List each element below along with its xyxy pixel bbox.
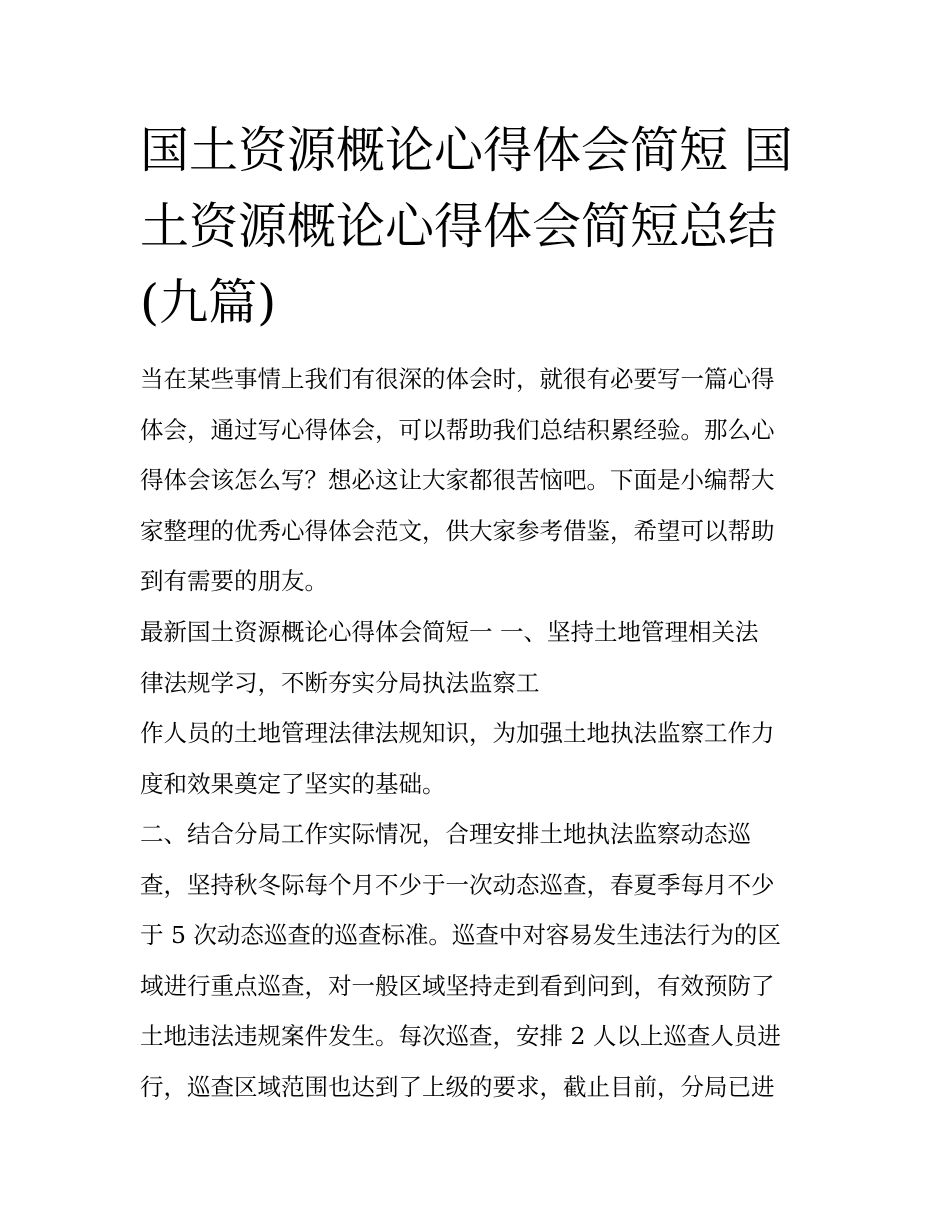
text-line: 体会，通过写心得体会，可以帮助我们总结积累经验。那么心 xyxy=(140,415,775,444)
text-line: 得体会该怎么写？想必这让大家都很苦恼吧。下面是小编帮大 xyxy=(140,466,775,494)
title-line: 土资源概论心得体会简短总结 xyxy=(140,198,778,255)
section-one-continuation-paragraph xyxy=(140,708,820,809)
text-line: 查，坚持秋冬际每个月不少于一次动态巡查，春夏季每月不少 xyxy=(140,870,775,899)
text-line: 当在某些事情上我们有很深的体会时，就很有必要写一篇心得 xyxy=(140,365,775,393)
intro-paragraph xyxy=(140,354,820,607)
text-line: 到有需要的朋友。 xyxy=(140,567,328,595)
document-title xyxy=(140,113,820,341)
text-line: 二、结合分局工作实际情况，合理安排土地执法监察动态巡 xyxy=(140,820,751,848)
text-line: 律法规学习，不断夯实分局执法监察工 xyxy=(140,668,540,697)
text-line: 家整理的优秀心得体会范文，供大家参考借鉴，希望可以帮助 xyxy=(140,516,775,545)
text-line: 最新国土资源概论心得体会简短一 一、坚持土地管理相关法 xyxy=(140,618,759,646)
text-line: 作人员的土地管理法律法规知识，为加强土地执法监察工作力 xyxy=(140,719,775,747)
text-line: 行，巡查区域范围也达到了上级的要求，截止目前，分局已进 xyxy=(140,1072,775,1101)
title-line: (九篇) xyxy=(140,274,277,331)
section-two-paragraph xyxy=(140,809,820,1112)
text-line: 于 5 次动态巡查的巡查标准。巡查中对容易发生违法行为的区 xyxy=(140,921,781,949)
text-line: 度和效果奠定了坚实的基础。 xyxy=(140,769,446,798)
text-line: 土地违法违规案件发生。每次巡查，安排 2 人以上巡查人员进 xyxy=(140,1022,781,1050)
title-line: 国土资源概论心得体会简短 国 xyxy=(140,122,793,179)
section-one-heading-paragraph xyxy=(140,607,820,708)
text-line: 域进行重点巡查，对一般区域坚持走到看到问到，有效预防了 xyxy=(140,971,775,1000)
